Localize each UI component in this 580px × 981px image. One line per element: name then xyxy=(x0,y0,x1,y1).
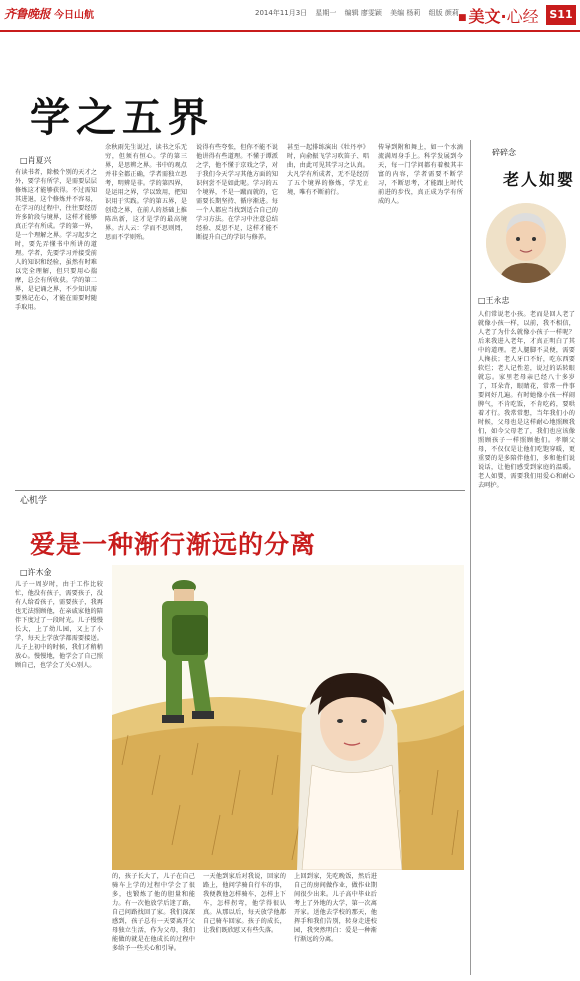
illustration-soldier-child xyxy=(112,565,464,870)
article2-title: 爱是一种渐行渐远的分离 xyxy=(30,530,317,559)
elderly-portrait xyxy=(486,203,566,283)
newspaper-logo: 齐鲁晚报 xyxy=(4,7,51,21)
section-subname: 心经 xyxy=(506,7,539,26)
article1-col2: 余秋雨先生说过，读书之乐无穷，但须有恒心。学的第三界，是思辨之界。书中的观点并非全都正确，学者需独立思考，明辨是非。学的第四界，是运用之界，学以致用，把知识用于实践。学的第五界，是创造之界，在前人的基础上推陈出新，这才是学的最高境界。古人云：学而不思则罔，思而不学则殆。 xyxy=(105,144,187,241)
section-sep: · xyxy=(500,7,507,26)
masthead xyxy=(0,0,580,32)
article3-title: 老人如婴 xyxy=(503,170,576,189)
newspaper-edition: 今日山航 xyxy=(54,10,94,21)
article2-col2: 的，孩子长大了，儿子在自己骑车上学的过程中学会了很多，也锻炼了他的胆量和能力。有一次他放学后迷了路，自己问路找回了家。我们深深感到，孩子总有一天要离开父母独立生活，作为父母，我们能做的就是在他成长的过程中多给予一些关心和引导。 xyxy=(112,873,195,952)
page-meta xyxy=(255,8,465,18)
column-divider xyxy=(470,140,471,975)
illustration-svg xyxy=(112,565,464,870)
section-divider xyxy=(15,490,465,491)
article3-author: □王永忠 xyxy=(478,296,510,305)
article1-col3: 说得有些夸张，但你不能不说他讲得有些道理。不懂于谭派之学，他不懂于京戏之学，对于我们今天学习其他方面的知识何尝不是如此呢。学习的五个境界，不是一蹴而就的，它需要长期坚持、循序渐进。每一个人都应当找到适合自己的学习方法。在学习中注意总结经验、反思不足，这样才能不断提升自己的学识与修养。 xyxy=(196,144,278,241)
article2-col4: 上回到家，先吃晚饭，然后进自己的房间做作业，做作业期间很少出来。儿子高中毕业后考上了外地的大学，第一次离开家。送他去学校的那天，他挥手和我们告别，转身走进校园，我突然明白：爱是一种渐行渐远的分离。 xyxy=(294,873,377,943)
article1-author: □肖夏兴 xyxy=(20,156,52,165)
section-name: 美文 xyxy=(468,7,501,26)
page-number: S11 xyxy=(546,5,576,25)
article1-title: 学之五界 xyxy=(30,95,214,141)
designer-credit: 美编 杨莉 xyxy=(390,9,421,17)
issue-date: 2014年11月3日 xyxy=(255,9,308,17)
editor-credit: 编辑 廖雯颖 xyxy=(344,9,382,17)
section-dot-icon: ■ xyxy=(458,12,467,23)
article1-col5: 传导到附和舞上，如一个水滴流满周身手上。科学发展到今天，每一门学问都有着极其丰富的内容，学者需要不断学习，不断思考，才能跟上时代前进的步伐，真正成为学有所成的人。 xyxy=(378,144,463,205)
article2-col3: 一天他到家后对我说，回家的路上，他问学骑自行车的事，我便教他怎样骑车，怎样上下车，怎样拐弯，他学得很认真。从那以后，每天放学他都自己骑车回家。孩子的成长，让我们既欣慰又有些失落。 xyxy=(203,873,286,934)
article1-col1: 有读书者，除极个别的天才之外，要学有所学，是需要层层修炼这才能够获得。不过需知其进退，这个修炼并不容易，在学习的过程中，往往要经历许多阶段与境界，这样才能够真正学有所成。学的第一界，是一个理解之界。学习起步之时，要先弄懂书中所讲的道理。学者，先要学习并接受前人的知识和经验，虽然有时难以完全理解，但只要用心揣摩，总会有所收获。学的第二界，是记诵之界，不少知识需要熟记在心，才能在需要时随手取用。 xyxy=(15,169,97,311)
issue-weekday: 星期一 xyxy=(315,9,337,17)
article2-author: □许木金 xyxy=(20,568,52,577)
portrait-svg xyxy=(486,203,566,283)
article3-col1: 人们常说老小孩。老而是回人老了就像小孩一样，以前，我不相信，人老了为什么就像小孩子一样呢？后来我进入老年，才真正明白了其中的道理。老人腿脚不灵便，需要人搀扶；老人牙口不好，吃东西要软烂；老人记性差，说过的话转眼就忘。家里老母亲已经八十多岁了，耳朵背，眼睛花，常常一件事要问好几遍。有时她像小孩一样闹脾气，不肯吃饭，不肯吃药，要哄着才行。我常常想，当年我们小的时候，父母也是这样耐心地照顾我们，如今父母老了，我们也应该像照顾孩子一样照顾他们。孝顺父母，不仅仅是让他们吃饱穿暖，更重要的是多陪伴他们，多和他们说说话，让他们感受到家庭的温暖。老人如婴，需要我们用爱心和耐心去呵护。 xyxy=(478,311,575,489)
article1-col4: 甚至一起排练演出《牡丹亭》时，向俞振飞学习吹笛子、唱曲，由此可见其学习之认真。大凡学有所成者，无不是经历了五个境界的修炼，学无止境，唯有不断前行。 xyxy=(287,144,369,196)
article2-tag: 心机学 xyxy=(20,496,48,506)
article3-tag: 碎碎念 xyxy=(492,148,516,157)
article2-col1: 儿子一周岁时，由于工作比较忙，他没有孩子，需要孩子，没有人给看孩子，需要孩子，我再也无法照顾他，在亲戚家他的陪伴下度过了一段时光。儿子慢慢长大，上了幼儿园，又上了小学，每天上学放学都需要接送。儿子上初中的时候，我们才稍稍放心。慢慢地，他学会了自己照顾自己，也学会了关心别人。 xyxy=(15,581,103,669)
section-title xyxy=(456,4,539,27)
proofer-credit: 组版 颜莉 xyxy=(428,9,459,17)
